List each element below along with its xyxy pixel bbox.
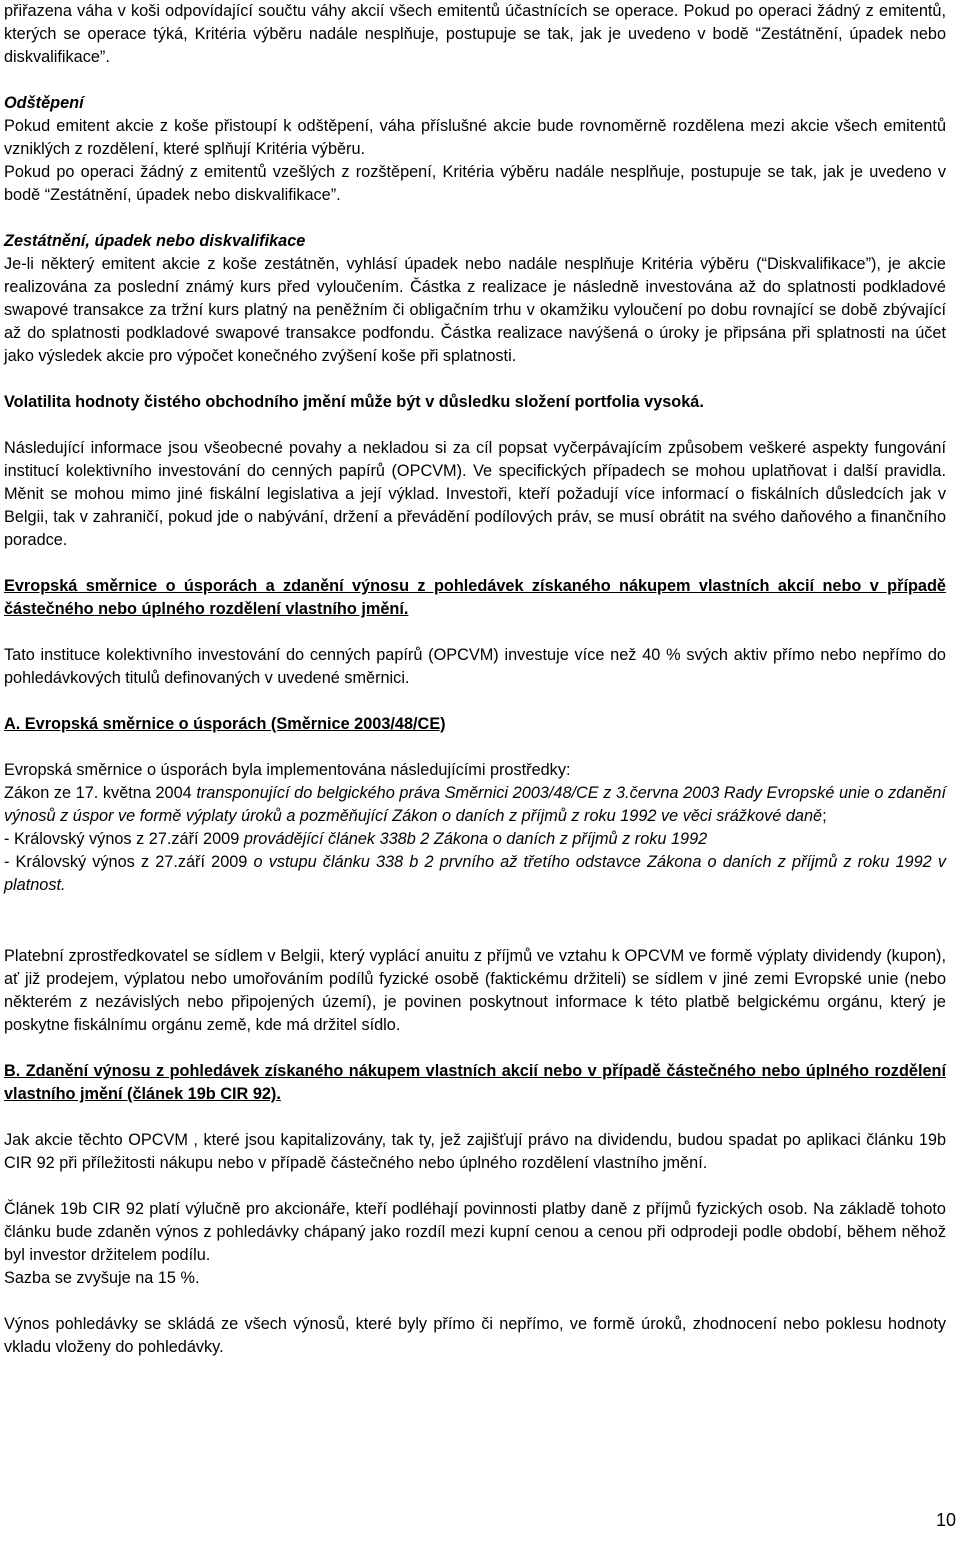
intro-paragraph: přiřazena váha v koši odpovídající součtu váhy akcií všech emitentů účastnících se operace. Pokud po operaci žádný z emitentů, kterých se operace týká, Kritéria výběru nadále nesplňuje, postupuje se tak, jak je uvedeno v bodě “Zestátnění, úpadek nebo diskvalifikace”. xyxy=(4,2,946,66)
decree-1-italic: provádějící článek 338b 2 Zákona o daních z příjmů z roku 1992 xyxy=(243,830,708,848)
section-b-rate: Sazba se zvyšuje na 15 %. xyxy=(4,1269,200,1287)
paying-agent-paragraph: Platební zprostředkovatel se sídlem v Belgii, který vyplácí anuitu z příjmů ve vztahu k OPCVM ve formě výplaty dividendy (kupon), ať již prodejem, výplatou nebo umořováním podílů fyzické osobě (faktickému držiteli) se sídlem v jiné zemi Evropské unie (nebo některém z nezávislých nebo připojených území), je povinen poskytnout informace k této platbě belgickému orgánu, který je poskytne fiskálnímu orgánu země, kde má držitel sídlo. xyxy=(4,947,946,1034)
page-number: 10 xyxy=(935,1510,956,1530)
section-b-paragraph-4: Výnos pohledávky se skládá ze všech výnosů, které byly přímo či nepřímo, ve formě úroků, zhodnocení nebo poklesu hodnoty vkladu vloženy do pohledávky. xyxy=(4,1315,946,1356)
section-b-heading: B. Zdanění výnosu z pohledávek získaného nákupem vlastních akcií nebo v případě částečného nebo úplného rozdělení vlastního jmění (článek 19b CIR 92). xyxy=(4,1062,946,1103)
section-b-paragraph-2: Článek 19b CIR 92 platí výlučně pro akcionáře, kteří podléhají povinnosti platby daně z příjmů fyzických osob. Na základě tohoto článku bude zdaněn výnos z pohledávky chápaný jako rozdíl mezi kupní cenou a cenou při odprodeji podle období, během něhož byl investor držitelem podílu. xyxy=(4,1200,946,1264)
odstepeni-paragraph-1: Pokud emitent akcie z koše přistoupí k odštěpení, váha příslušné akcie bude rovnoměrně rozdělena mezi akcie všech emitentů vzniklých z rozdělení, které splňují Kritéria výběru. xyxy=(4,117,946,158)
decree-2-italic: o vstupu článku 338 b 2 prvního až třetího odstavce Zákona o daních z příjmů z roku 1992 v platnost. xyxy=(4,853,946,894)
decree-1-plain: - Královský výnos z 27.září 2009 xyxy=(4,830,244,848)
odstepeni-heading: Odštěpení xyxy=(4,94,84,112)
zestatneni-paragraph: Je-li některý emitent akcie z koše zestátněn, vyhlásí úpadek nebo nadále nesplňuje Kritéria výběru (“Diskvalifikace”), je akcie realizována za poslední známý kurs před vyloučením. Částka z realizace je následně investována až do splatnosti podkladové swapové transakce za tržní kurs platný na peněžním či obligačním trhu v okamžiku vyloučení po dobu rovnající se době zbývající až do splatnosti podkladové swapové transakce podfondu. Částka realizace navýšená o úroky je připsána při splatnosti na účet jako výsledek akcie pro výpočet konečného zvýšení koše při splatnosti. xyxy=(4,255,946,365)
section-a-body xyxy=(4,759,946,897)
law-italic: transponující do belgického práva Směrnici 2003/48/CE z 3.června 2003 Rady Evropské unie o zdanění výnosů z úspor ve formě výplaty úroků a pozměňující Zákon o daních z příjmů z roku 1992 ve věci srážkové daně xyxy=(4,784,947,825)
section-a-intro: Evropská směrnice o úsporách byla implementována následujícími prostředky: xyxy=(4,761,571,779)
section-a-decree-2 xyxy=(4,851,946,897)
eu-directive-heading: Evropská směrnice o úsporách a zdanění výnosu z pohledávek získaného nákupem vlastních akcií nebo v případě částečného nebo úplného rozdělení vlastního jmění. xyxy=(4,577,946,618)
volatility-statement: Volatilita hodnoty čistého obchodního jmění může být v důsledku složení portfolia vysoká. xyxy=(4,393,704,411)
section-b-paragraph-1: Jak akcie těchto OPCVM , které jsou kapitalizovány, tak ty, jež zajišťují právo na dividendu, budou spadat po aplikaci článku 19b CIR 92 při příležitosti nákupu nebo v případě částečného nebo úplného rozdělení vlastního jmění. xyxy=(4,1131,946,1172)
general-info-paragraph: Následující informace jsou všeobecné povahy a nekladou si za cíl popsat vyčerpávajícím způsobem veškeré aspekty fungování institucí kolektivního investování do cenných papírů (OPCVM). Ve specifických případech se mohou uplatňovat i další pravidla. Měnit se mohou mimo jiné fiskální legislativa a její výklad. Investoři, kteří požadují více informací o fiskálních důsledcích jak v Belgii, tak v zahraničí, pokud jde o nabývání, držení a převádění podílových práv, se musí obrátit na svého daňového a finančního poradce. xyxy=(4,439,946,549)
section-a-decree-1 xyxy=(4,828,946,851)
odstepeni-paragraph-2: Pokud po operaci žádný z emitentů vzešlých z rozštěpení, Kritéria výběru nadále nesplňuje, postupuje se tak, jak je uvedeno v bodě “Zestátnění, úpadek nebo diskvalifikace”. xyxy=(4,163,946,204)
decree-2-plain: - Královský výnos z 27.září 2009 xyxy=(4,853,254,871)
institution-paragraph: Tato instituce kolektivního investování do cenných papírů (OPCVM) investuje více než 40 % svých aktiv přímo nebo nepřímo do pohledávkových titulů definovaných v uvedené směrnici. xyxy=(4,646,946,687)
section-a-heading: A. Evropská směrnice o úsporách (Směrnice 2003/48/CE) xyxy=(4,715,446,733)
zestatneni-heading: Zestátnění, úpadek nebo diskvalifikace xyxy=(4,232,306,250)
document-page xyxy=(4,0,946,1359)
section-a-law xyxy=(4,782,946,828)
law-end: ; xyxy=(822,807,827,825)
law-plain: Zákon ze 17. května 2004 xyxy=(4,784,197,802)
